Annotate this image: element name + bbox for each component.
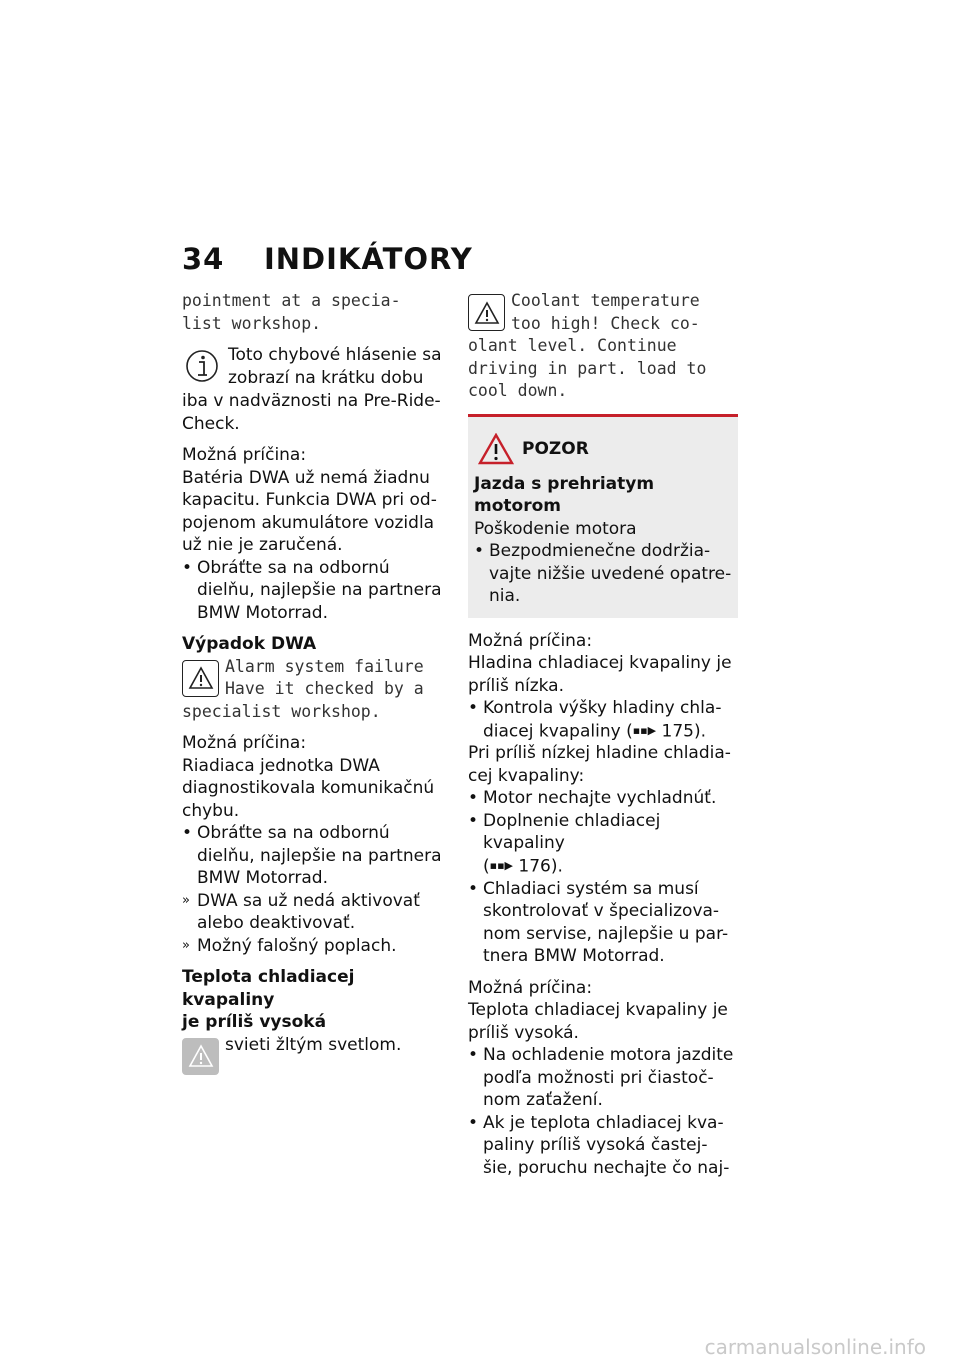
cause-label: Možná príčina: [468,630,593,651]
cause-label: Možná príčina: [468,977,593,998]
body-text: Pri príliš nízkej hladine chladia- [468,743,731,764]
caution-icon [478,433,514,465]
mono-text: specialist workshop. [182,701,381,721]
list-item: • Bezpodmienečne dodržia- vajte nižšie uvedené opatre- nia. [474,540,732,608]
mono-text: cool down. [468,381,568,400]
mono-text: driving in part. load to [468,358,707,378]
list-item: » Možný falošný poplach. [182,935,446,958]
cause-text: pojenom akumulátore vozidla [182,512,435,533]
bullet-list [468,1044,738,1179]
bullet-list [182,822,446,957]
section-heading: Teplota chladiacej kvapaliny [182,967,355,1010]
caution-title: POZOR [522,438,589,459]
body-text: svieti žltým svetlom. [225,1034,402,1055]
cause-text: Riadiaca jednotka DWA [182,755,380,776]
list-item: • Ak je teplota chladiacej kva- paliny príliš vysoká častej- šie, poruchu nechajte čo naj- [468,1112,738,1180]
cause-text: Teplota chladiacej kvapaliny je [468,1000,728,1020]
cause-label: Možná príčina: [182,733,307,753]
info-text: iba v nadväznosti na Pre-Ride- [182,391,441,411]
page-ref-arrow-icon: ▪▪▶ [632,723,657,737]
mono-text: olant level. Continue [468,336,677,355]
warning-icon [182,660,219,697]
mono-text: Coolant temperature [511,291,700,310]
list-item: • Kontrola výšky hladiny chla- diacej kvapaliny (▪▪▶ 175). [468,697,738,742]
list-item: • Na ochladenie motora jazdite podľa možnosti pri čiastoč- nom zaťažení. [468,1044,738,1112]
section-heading: je príliš vysoká [182,1012,327,1032]
caution-box [468,414,738,618]
mono-text: too high! Check co- [511,313,700,333]
warning-icon [468,294,505,331]
mono-text: pointment at a specia- [182,291,401,310]
cause-text: kapacitu. Funkcia DWA pri od- [182,490,437,510]
left-column [182,290,446,1077]
info-text: zobrazí na krátku dobu [228,367,424,388]
list-item: • Obráťte sa na odbornú dielňu, najlepšie na partnera BMW Motorrad. [182,822,446,890]
info-icon [182,348,222,388]
mono-text: Alarm system failure [225,656,424,676]
cause-text: Hladina chladiacej kvapaliny je [468,653,732,673]
warning-light-icon [182,1038,219,1075]
page-title: INDIKÁTORY [264,242,473,276]
caution-text: Poškodenie motora [474,518,637,539]
list-item: • Obráťte sa na odbornú dielňu, najlepšie na partnera BMW Motorrad. [182,557,446,625]
cause-text: už nie je zaručená. [182,535,343,555]
list-item: • Motor nechajte vychladnúť. [468,787,738,810]
cause-text: príliš nízka. [468,675,564,696]
cause-text: príliš vysoká. [468,1022,579,1043]
page-header [182,242,473,276]
cause-text: chybu. [182,800,240,821]
mono-text: Have it checked by a [225,679,424,698]
section-heading: Výpadok DWA [182,634,317,654]
cause-label: Možná príčina: [182,445,307,465]
bullet-list [468,697,738,742]
caution-heading: Jazda s prehriatym motorom [474,473,655,516]
bullet-list [474,540,732,608]
list-item: » DWA sa už nedá aktivovať alebo deaktivovať. [182,890,446,935]
page-number: 34 [182,242,225,276]
cause-text: Batéria DWA už nemá žiadnu [182,467,430,488]
page-ref-arrow-icon: ▪▪▶ [489,858,514,872]
cause-text: diagnostikovala komunikačnú [182,778,435,798]
footer-watermark[interactable]: carmanualsonline.info [704,1335,926,1359]
list-item: • Doplnenie chladiacej kvapaliny (▪▪▶ 176). [468,810,738,878]
info-text: Toto chybové hlásenie sa [228,345,442,365]
bullet-list [468,787,738,967]
list-item: • Chladiaci systém sa musí skontrolovať v špecializova- nom servise, najlepšie u par- tnera BMW Motorrad. [468,878,738,968]
info-text: Check. [182,413,240,434]
bullet-list [182,557,446,625]
body-text: cej kvapaliny: [468,765,585,786]
right-column [468,290,738,1179]
mono-text: list workshop. [182,313,322,333]
